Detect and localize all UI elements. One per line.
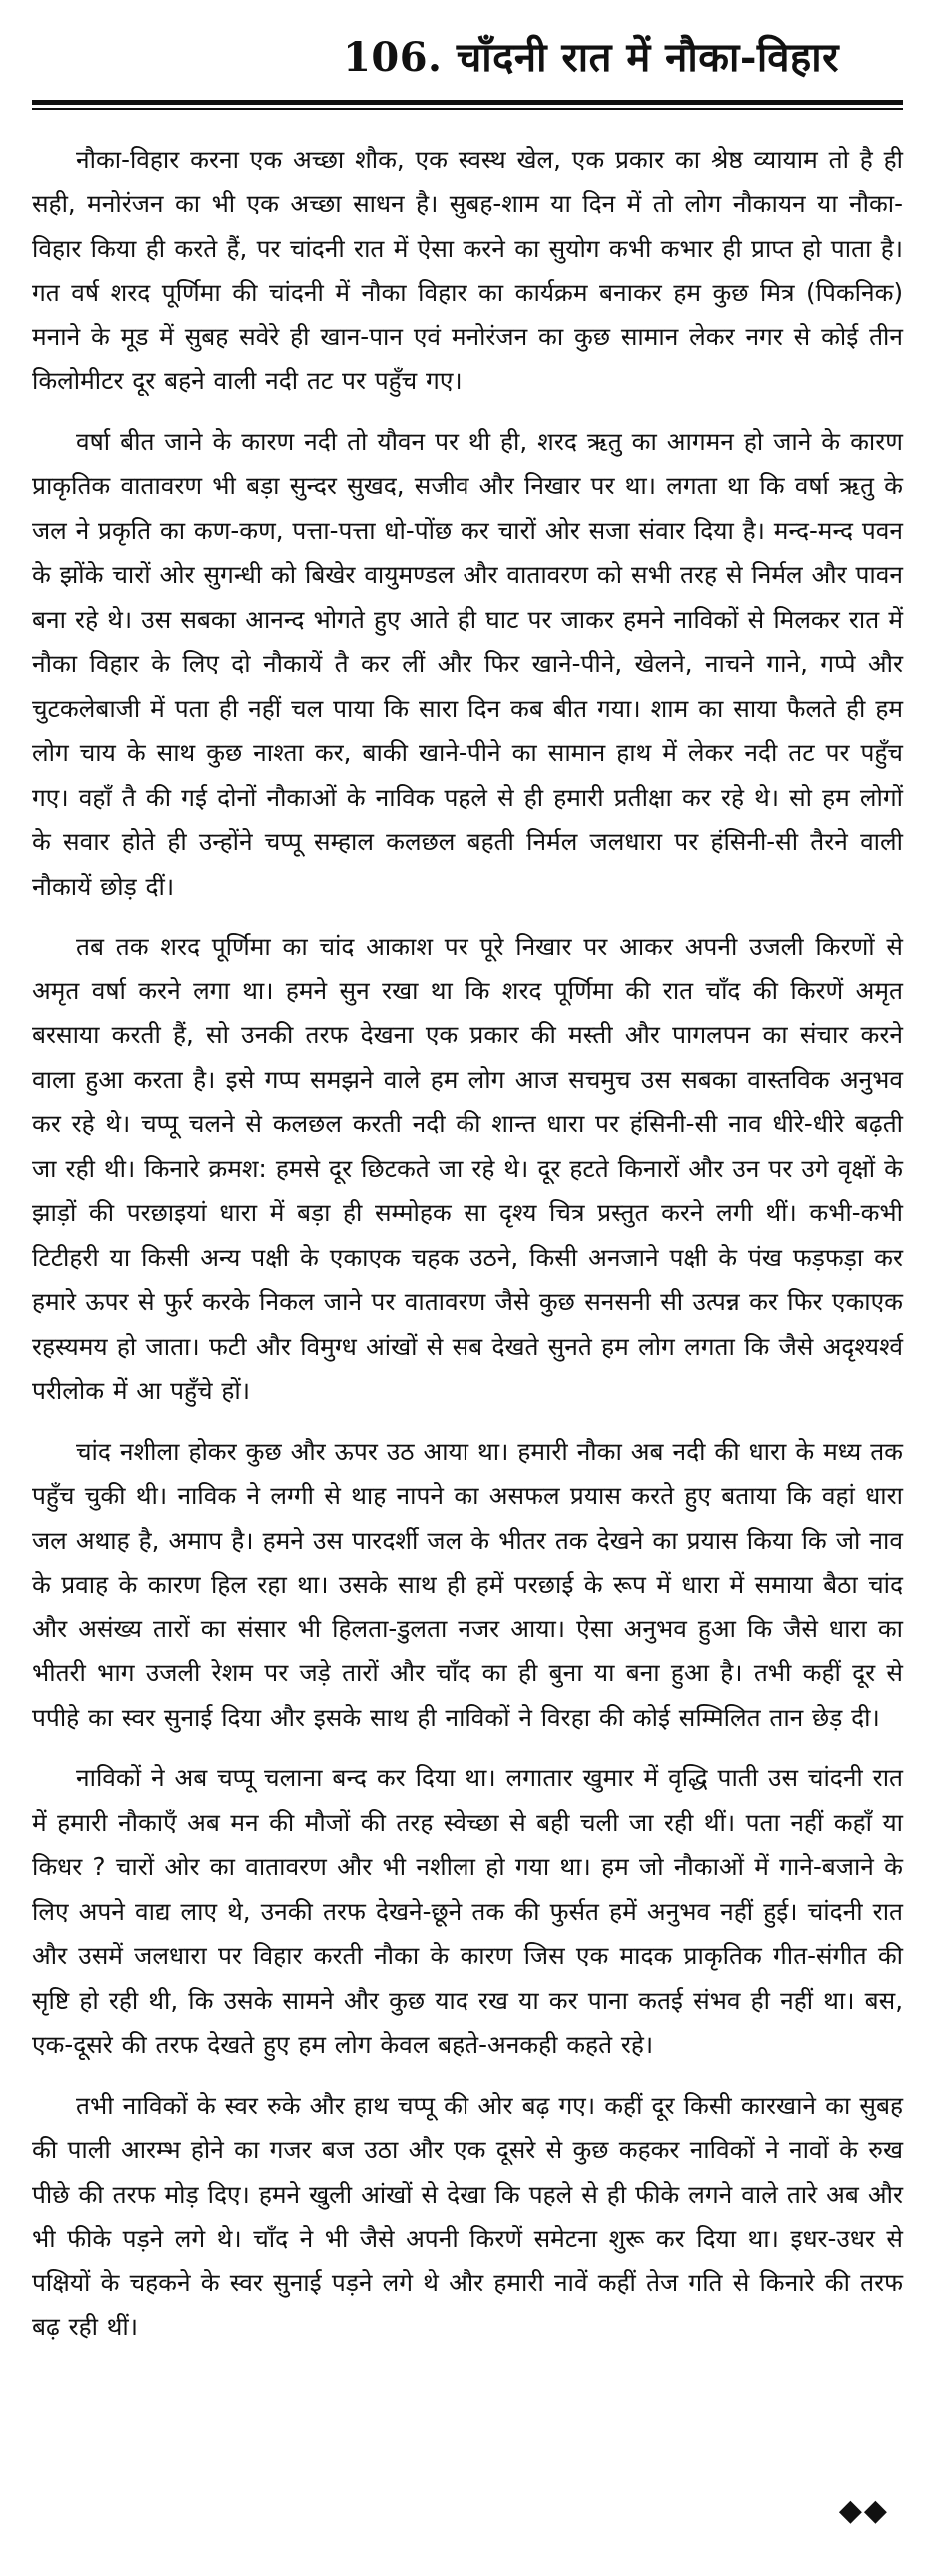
paragraph-5: नाविकों ने अब चप्पू चलाना बन्द कर दिया था। लगातार खुमार में वृद्धि पाती उस चांदनी रात में हमारी नौकाएँ अब मन की मौजों की तरह स्वेच्छा से बही चली जा रही थीं। पता नहीं कहाँ या किधर ? चारों ओर का वातावरण और भी नशीला हो गया था। हम जो नौकाओं में गाने-बजाने के लिए अपने वाद्य लाए थे, उनकी तरफ देखने-छूने तक की फुर्सत हमें अनुभव नहीं हुई। चांदनी रात और उसमें जलधारा पर विहार करती नौका के कारण जिस एक मादक प्राकृतिक गीत-संगीत की सृष्टि हो रही थी, कि उसके सामने और कुछ याद रख या कर पाना कतई संभव ही नहीं था। बस, एक-दूसरे की तरफ देखते हुए हम लोग केवल बहते-अनकही कहते रहे।: [32, 1763, 903, 2059]
paragraph-2: वर्षा बीत जाने के कारण नदी तो यौवन पर थी ही, शरद ऋतु का आगमन हो जाने के कारण प्राकृतिक वातावरण भी बड़ा सुन्दर सुखद, सजीव और निखार पर था। लगता था कि वर्षा ऋतु के जल ने प्रकृति का कण-कण, पत्ता-पत्ता धो-पोंछ कर चारों ओर सजा संवार दिया है। मन्द-मन्द पवन के झोंके चारों ओर सुगन्धी को बिखेर वायुमण्डल और वातावरण को सभी तरह से निर्मल और पावन बना रहे थे। उस सबका आनन्द भोगते हुए आते ही घाट पर जाकर हमने नाविकों से मिलकर रात में नौका विहार के लिए दो नौकायें तै कर लीं और फिर खाने-पीने, खेलने, नाचने गाने, गप्पे और चुटकलेबाजी में पता ही नहीं चल पाया कि सारा दिन कब बीत गया। शाम का साया फैलते ही हम लोग चाय के साथ कुछ नाश्ता कर, बाकी खाने-पीने का सामान हाथ में लेकर नदी तट पर पहुँच गए। वहाँ तै की गई दोनों नौकाओं के नाविक पहले से ही हमारी प्रतीक्षा कर रहे थे। सो हम लोगों के सवार होते ही उन्होंने चप्पू सम्हाल कलछल बहती निर्मल जलधारा पर हंसिनी-सी तैरने वाली नौकायें छोड़ दीं।: [32, 426, 903, 901]
title-rule-thick: [32, 100, 903, 105]
paragraph-6: तभी नाविकों के स्वर रुके और हाथ चप्पू की ओर बढ़ गए। कहीं दूर किसी कारखाने का सुबह की पाली आरम्भ होने का गजर बज उठा और एक दूसरे से कुछ कहकर नाविकों ने नावों के रुख पीछे की तरफ मोड़ दिए। हमने खुली आंखों से देखा कि पहले से ही फीके लगने वाले तारे अब और भी फीके पड़ने लगे थे। चाँद ने भी जैसे अपनी किरणें समेटना शुरू कर दिया था। इधर-उधर से पक्षियों के चहकने के स्वर सुनाई पड़ने लगे थे और हमारी नावें कहीं तेज गति से किनारे की तरफ बढ़ रही थीं।: [32, 2090, 903, 2341]
title-rule-thin: [32, 108, 903, 110]
paragraph-3: तब तक शरद पूर्णिमा का चांद आकाश पर पूरे निखार पर आकर अपनी उजली किरणों से अमृत वर्षा करने लगा था। हमने सुन रखा था कि शरद पूर्णिमा की रात चाँद की किरणें अमृत बरसाया करती हैं, सो उनकी तरफ देखना एक प्रकार की मस्ती और पागलपन का संचार करने वाला हुआ करता है। इसे गप्प समझने वाले हम लोग आज सचमुच उस सबका वास्तविक अनुभव कर रहे थे। चप्पू चलने से कलछल करती नदी की शान्त धारा पर हंसिनी-सी नाव धीरे-धीरे बढ़ती जा रही थी। किनारे क्रमश: हमसे दूर छिटकते जा रहे थे। दूर हटते किनारों और उन पर उगे वृक्षों के झाड़ों की परछाइयां धारा में बड़ा ही सम्मोहक सा दृश्य चित्र प्रस्तुत करने लगी थीं। कभी-कभी टिटीहरी या किसी अन्य पक्षी के एकाएक चहक उठने, किसी अनजाने पक्षी के पंख फड़फड़ा कर हमारे ऊपर से फुर्र करके निकल जाने पर वातावरण जैसे कुछ सनसनी सी उत्पन्न कर फिर एकाएक रहस्यमय हो जाता। फटी और विमुग्ध आंखों से सब देखते सुनते हम लोग लगता कि जैसे अदृश्यर्श्व परीलोक में आ पहुँचे हों।: [32, 932, 903, 1405]
end-diamonds-icon: ◆◆: [838, 2493, 889, 2528]
page-title: 106. चाँदनी रात में नौका-विहार: [343, 34, 839, 81]
paragraph-4: चांद नशीला होकर कुछ और ऊपर उठ आया था। हमारी नौका अब नदी की धारा के मध्य तक पहुँच चुकी थी। नाविक ने लग्गी से थाह नापने का असफल प्रयास करते हुए बताया कि वहां धारा जल अथाह है, अमाप है। हमने उस पारदर्शी जल के भीतर तक देखने का प्रयास किया कि जो नाव के प्रवाह के कारण हिल रहा था। उसके साथ ही हमें परछाई के रूप में धारा में समाया बैठा चांद और असंख्य तारों का संसार भी हिलता-डुलता नजर आया। ऐसा अनुभव हुआ कि जैसे धारा का भीतरी भाग उजली रेशम पर जड़े तारों और चाँद का ही बुना या बना हुआ है। तभी कहीं दूर से पपीहे का स्वर सुनाई दिया और इसके साथ ही नाविकों ने विरहा की कोई सम्मिलित तान छेड़ दी।: [32, 1436, 903, 1732]
paragraph-1: नौका-विहार करना एक अच्छा शौक, एक स्वस्थ खेल, एक प्रकार का श्रेष्ठ व्यायाम तो है ही सही, मनोरंजन का भी एक अच्छा साधन है। सुबह-शाम या दिन में तो लोग नौकायन या नौका-विहार किया ही करते हैं, पर चांदनी रात में ऐसा करने का सुयोग कभी कभार ही प्राप्त हो पाता है। गत वर्ष शरद पूर्णिमा की चांदनी में नौका विहार का कार्यक्रम बनाकर हम कुछ मित्र (पिकनिक) मनाने के मूड में सुबह सवेरे ही खान-पान एवं मनोरंजन का कुछ सामान लेकर नगर से कोई तीन किलोमीटर दूर बहने वाली नदी तट पर पहुँच गए।: [32, 144, 903, 395]
essay-body: [32, 138, 903, 2350]
